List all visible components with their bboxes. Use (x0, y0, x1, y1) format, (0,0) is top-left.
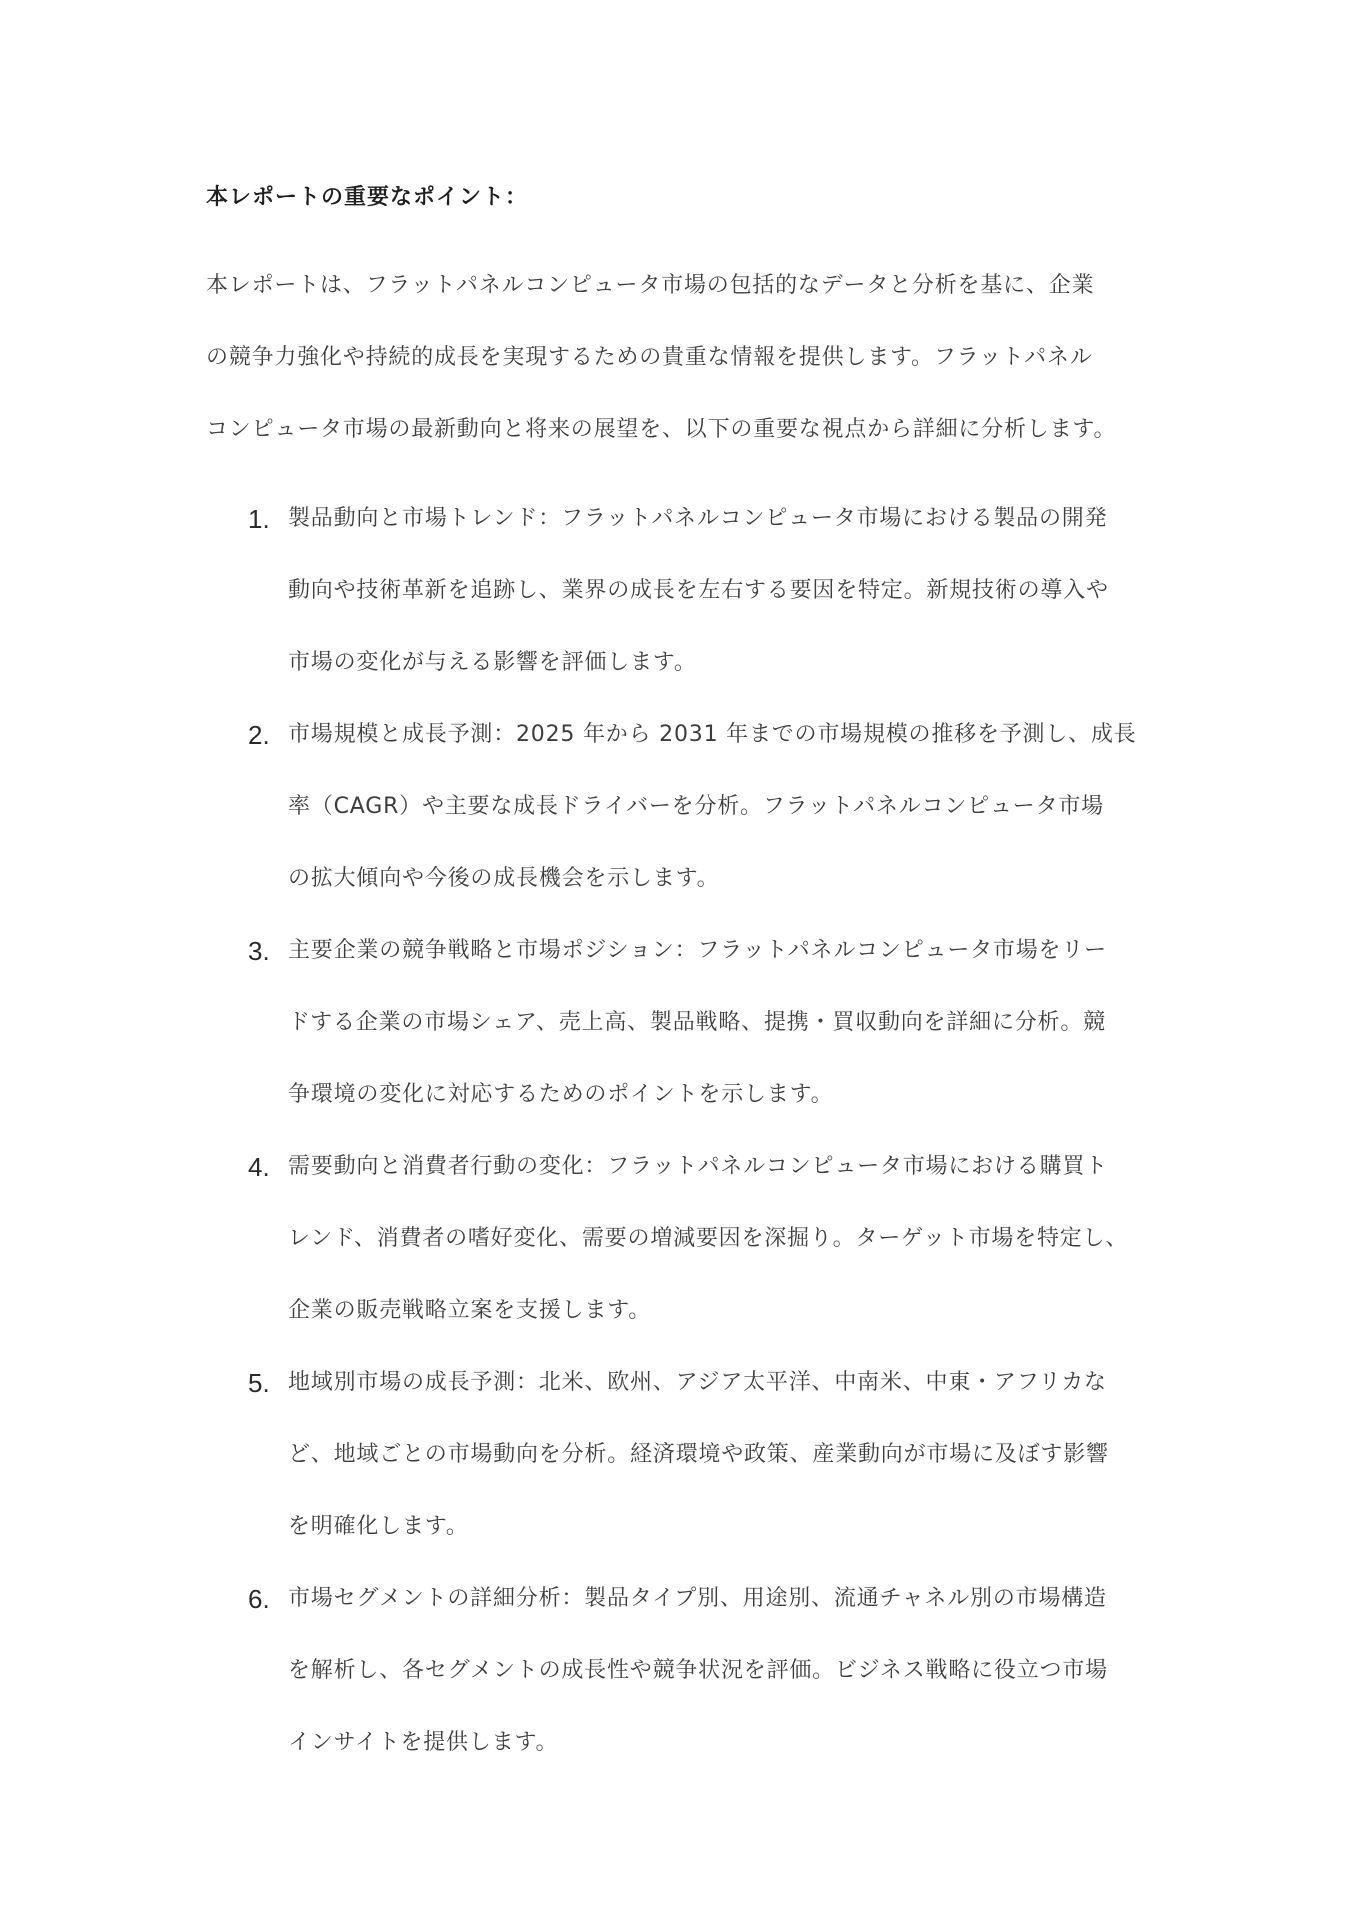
list-item-text (288, 486, 1168, 702)
list-item-line: を明確化します。 (288, 1514, 469, 1539)
list-item-line: 需要動向と消費者行動の変化：フラットパネルコンピュータ市場における購買ト (288, 1154, 1108, 1179)
list-item-line: 争環境の変化に対応するためのポイントを示します。 (288, 1082, 834, 1107)
intro-line: コンピュータ市場の最新動向と将来の展望を、以下の重要な視点から詳細に分析します。 (206, 417, 1117, 442)
list-item (206, 1134, 1166, 1350)
list-item-line: 動向や技術革新を追跡し、業界の成長を左右する要因を特定。新規技術の導入や (288, 578, 1109, 603)
section-heading: 本レポートの重要なポイント： (206, 185, 529, 210)
list-item-line: 市場の変化が与える影響を評価します。 (288, 650, 697, 675)
list-item-text (288, 1134, 1168, 1350)
list-number: 5. (248, 1368, 270, 1398)
list-item-text (288, 1350, 1168, 1566)
list-item-line: 率（CAGR）や主要な成長ドライバーを分析。フラットパネルコンピュータ市場 (288, 794, 1104, 819)
list-item-text (288, 702, 1168, 918)
list-item-line: を解析し、各セグメントの成長性や競争状況を評価。ビジネス戦略に役立つ市場 (288, 1658, 1108, 1683)
list-item-line: 主要企業の競争戦略と市場ポジション：フラットパネルコンピュータ市場をリー (288, 938, 1107, 963)
list-number: 4. (248, 1152, 270, 1182)
list-item-line: ど、地域ごとの市場動向を分析。経済環境や政策、産業動向が市場に及ぼす影響 (288, 1442, 1109, 1467)
list-number: 2. (248, 720, 270, 750)
list-item (206, 702, 1166, 918)
list-item-line: レンド、消費者の嗜好変化、需要の増減要因を深掘り。ターゲット市場を特定し、 (288, 1226, 1129, 1251)
intro-line: の競争力強化や持続的成長を実現するための貴重な情報を提供します。フラットパネル (206, 345, 1093, 370)
list-item-line: 製品動向と市場トレンド：フラットパネルコンピュータ市場における製品の開発 (288, 506, 1108, 531)
list-item (206, 1350, 1166, 1566)
list-item-line: ドする企業の市場シェア、売上高、製品戦略、提携・買収動向を詳細に分析。競 (288, 1010, 1106, 1035)
list-item (206, 1566, 1166, 1782)
list-number: 6. (248, 1584, 270, 1614)
list-item (206, 918, 1166, 1134)
list-item-line: 市場セグメントの詳細分析：製品タイプ別、用途別、流通チャネル別の市場構造 (288, 1586, 1107, 1611)
list-item-line: 市場規模と成長予測：2025 年から 2031 年までの市場規模の推移を予測し、成長 (288, 722, 1137, 747)
list-item-line: 企業の販売戦略立案を支援します。 (288, 1298, 652, 1323)
list-item-text (288, 1566, 1168, 1782)
list-number: 1. (248, 504, 270, 534)
list-number: 3. (248, 936, 270, 966)
list-item-line: インサイトを提供します。 (288, 1730, 559, 1755)
list-item-text (288, 918, 1168, 1134)
intro-line: 本レポートは、フラットパネルコンピュータ市場の包括的なデータと分析を基に、企業 (206, 273, 1095, 298)
list-item-line: 地域別市場の成長予測：北米、欧州、アジア太平洋、中南米、中東・アフリカな (288, 1370, 1107, 1395)
intro-paragraph (206, 250, 1166, 466)
list-item-line: の拡大傾向や今後の成長機会を示します。 (288, 866, 720, 891)
key-points-list (206, 486, 1166, 1782)
list-item (206, 486, 1166, 702)
